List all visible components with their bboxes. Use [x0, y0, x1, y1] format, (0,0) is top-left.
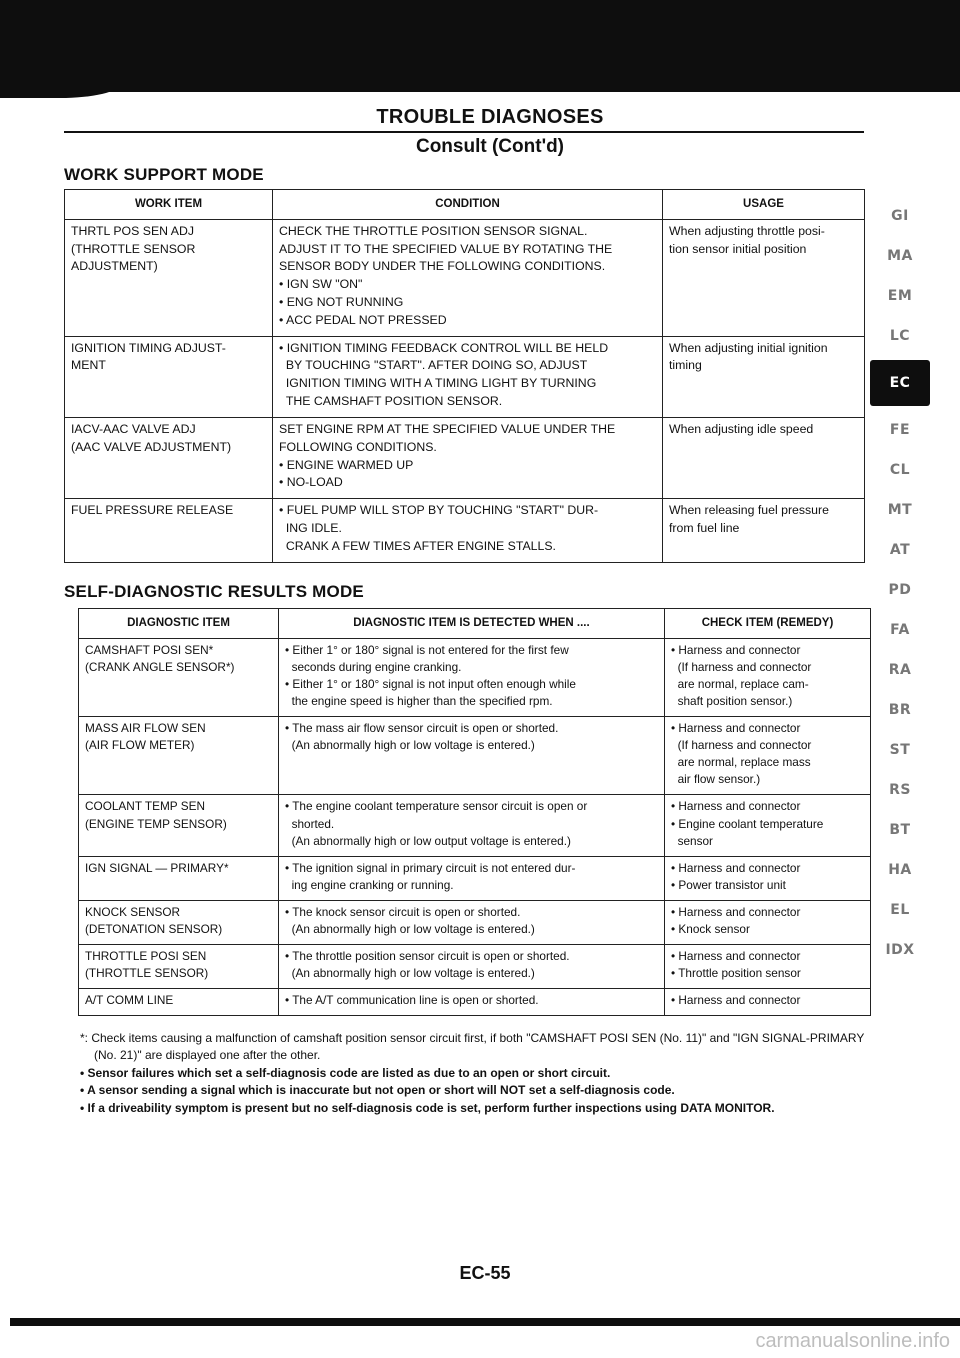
check-item-cell-line: • Harness and connector [671, 993, 801, 1008]
condition-cell-line: ING IDLE. [279, 521, 342, 536]
detected-when-cell [279, 795, 665, 856]
detected-when-cell-line: • The mass air flow sensor circuit is open or shorted. [285, 721, 559, 736]
condition-cell-line: SENSOR BODY UNDER THE FOLLOWING CONDITIONS. [279, 259, 606, 274]
detected-when-cell-line: (An abnormally high or low voltage is entered.) [285, 966, 535, 981]
detected-when-cell [279, 900, 665, 944]
watermark: carmanualsonline.info [755, 1330, 950, 1352]
check-item-cell-line: (If harness and connector [671, 738, 812, 753]
work-item-cell-line: IGNITION TIMING ADJUST- [71, 340, 226, 355]
diagnostic-item-cell-line: KNOCK SENSOR [85, 904, 181, 919]
condition-cell-line: • IGN SW "ON" [279, 277, 363, 292]
table-row [79, 989, 871, 1016]
section-tab-ra: RA [888, 662, 912, 678]
check-item-cell-line: • Harness and connector [671, 799, 801, 814]
column-header-usage: USAGE [663, 190, 865, 220]
condition-cell-line: BY TOUCHING "START". AFTER DOING SO, ADJUST [279, 358, 588, 373]
column-header-work-item: WORK ITEM [65, 190, 273, 220]
check-item-cell [665, 795, 871, 856]
detected-when-cell-line: the engine speed is higher than the specified rpm. [285, 693, 553, 708]
condition-cell-line: FOLLOWING CONDITIONS. [279, 439, 437, 454]
check-item-cell [665, 856, 871, 900]
footnote-asterisk: *: Check items causing a malfunction of camshaft position sensor circuit first, if both "CAMSHAFT POSI SEN (No. 11)" and "IGN SIGNAL-PRIMARY (No. 21)" are displayed one after the other. [80, 1031, 865, 1063]
section-tab-cl: CL [889, 462, 911, 478]
check-item-cell-line: • Power transistor unit [671, 877, 786, 892]
column-header-diagnostic-item: DIAGNOSTIC ITEM [79, 609, 279, 639]
bottom-black-rule [10, 1318, 960, 1326]
check-item-cell-line: are normal, replace cam- [671, 676, 809, 691]
detected-when-cell-line: (An abnormally high or low voltage is entered.) [285, 738, 535, 753]
table-row [65, 336, 865, 417]
condition-cell-line: • NO-LOAD [279, 475, 343, 490]
diagnostic-item-cell-line: THROTTLE POSI SEN [85, 949, 207, 964]
diagnostic-item-cell [79, 638, 279, 716]
condition-cell-line: • IGNITION TIMING FEEDBACK CONTROL WILL BE HELD [279, 340, 609, 355]
check-item-cell-line: are normal, replace mass [671, 755, 811, 770]
section-index-tabs [870, 196, 930, 970]
title-rule [64, 131, 864, 133]
section-tab-fe: FE [889, 422, 911, 438]
condition-cell-line: • FUEL PUMP WILL STOP BY TOUCHING "START" DUR- [279, 503, 599, 518]
check-item-cell-line: • Harness and connector [671, 949, 801, 964]
check-item-cell-line: • Knock sensor [671, 921, 750, 936]
diagnostic-item-cell [79, 900, 279, 944]
work-item-cell-line: (THROTTLE SENSOR [71, 241, 196, 256]
check-item-cell [665, 717, 871, 795]
work-support-table [64, 189, 865, 563]
section-tab-ha: HA [888, 862, 912, 878]
table-row [79, 717, 871, 795]
usage-cell [663, 336, 865, 417]
section-tab-rs: RS [889, 782, 911, 798]
detected-when-cell-line: • The ignition signal in primary circuit is not entered dur- [285, 860, 576, 875]
detected-when-cell-line: shorted. [285, 816, 335, 831]
page-title: TROUBLE DIAGNOSES [376, 106, 604, 128]
detected-when-cell [279, 717, 665, 795]
diagnostic-item-cell-line: (DETONATION SENSOR) [85, 921, 223, 936]
work-item-cell-line: MENT [71, 358, 106, 373]
self-diagnostic-heading: SELF-DIAGNOSTIC RESULTS MODE [64, 582, 364, 601]
page-subtitle: Consult (Cont'd) [415, 136, 565, 157]
check-item-cell-line: • Harness and connector [671, 860, 801, 875]
diagnostic-item-cell [79, 795, 279, 856]
table-row [65, 219, 865, 336]
detected-when-cell [279, 856, 665, 900]
work-item-cell-line: ADJUSTMENT) [71, 259, 158, 274]
condition-cell-line: SET ENGINE RPM AT THE SPECIFIED VALUE UNDER THE [279, 421, 616, 436]
work-item-cell [65, 219, 273, 336]
usage-cell-line: tion sensor initial position [669, 241, 807, 256]
footnote-bullet: • If a driveability symptom is present but no self-diagnosis code is set, perform further inspections using DATA MONITOR. [80, 1100, 775, 1115]
section-tab-idx: IDX [885, 942, 915, 958]
section-tab-br: BR [888, 702, 912, 718]
check-item-cell-line: (If harness and connector [671, 659, 812, 674]
check-item-cell-line: sensor [671, 833, 713, 848]
check-item-cell-line: • Harness and connector [671, 904, 801, 919]
condition-cell-line: THE CAMSHAFT POSITION SENSOR. [279, 394, 503, 409]
section-tab-bt: BT [889, 822, 911, 838]
detected-when-cell-line: • The engine coolant temperature sensor circuit is open or [285, 799, 588, 814]
condition-cell [273, 417, 663, 498]
check-item-cell-line: shaft position sensor.) [671, 693, 793, 708]
detected-when-cell-line: seconds during engine cranking. [285, 659, 462, 674]
work-item-cell [65, 499, 273, 562]
diagnostic-item-cell-line: CAMSHAFT POSI SEN* [85, 642, 214, 657]
diagnostic-item-cell [79, 989, 279, 1016]
condition-cell-line: • ACC PEDAL NOT PRESSED [279, 312, 447, 327]
condition-cell [273, 219, 663, 336]
detected-when-cell [279, 945, 665, 989]
work-item-cell-line: IACV-AAC VALVE ADJ [71, 421, 196, 436]
table-row [79, 945, 871, 989]
table-row [65, 417, 865, 498]
diagnostic-item-cell [79, 945, 279, 989]
usage-cell-line: timing [669, 358, 702, 373]
condition-cell-line: CHECK THE THROTTLE POSITION SENSOR SIGNAL. [279, 223, 588, 238]
diagnostic-item-cell-line: (AIR FLOW METER) [85, 738, 195, 753]
check-item-cell-line: • Engine coolant temperature [671, 816, 824, 831]
check-item-cell-line: • Throttle position sensor [671, 966, 801, 981]
check-item-cell [665, 638, 871, 716]
section-tab-ec: EC [870, 360, 930, 406]
detected-when-cell [279, 989, 665, 1016]
footnote-bullet: • A sensor sending a signal which is inaccurate but not open or short will NOT set a self-diagnosis code. [80, 1083, 675, 1098]
diagnostic-item-cell-line: A/T COMM LINE [85, 993, 174, 1008]
work-item-cell-line: FUEL PRESSURE RELEASE [71, 503, 234, 518]
work-item-cell-line: (AAC VALVE ADJUSTMENT) [71, 439, 232, 454]
check-item-cell-line: • Harness and connector [671, 721, 801, 736]
detected-when-cell-line: ing engine cranking or running. [285, 877, 454, 892]
work-item-cell [65, 417, 273, 498]
work-item-cell [65, 336, 273, 417]
diagnostic-item-cell-line: (THROTTLE SENSOR) [85, 966, 209, 981]
usage-cell [663, 499, 865, 562]
top-band-tail [0, 84, 120, 98]
detected-when-cell-line: • The A/T communication line is open or shorted. [285, 993, 539, 1008]
check-item-cell [665, 989, 871, 1016]
check-item-cell-line: • Harness and connector [671, 642, 801, 657]
usage-cell-line: When adjusting initial ignition [669, 340, 828, 355]
condition-cell-line: ADJUST IT TO THE SPECIFIED VALUE BY ROTATING THE [279, 241, 613, 256]
detected-when-cell-line: • The knock sensor circuit is open or shorted. [285, 904, 521, 919]
work-item-cell-line: THRTL POS SEN ADJ [71, 223, 194, 238]
column-header-detected-when: DIAGNOSTIC ITEM IS DETECTED WHEN .... [279, 609, 665, 639]
section-tab-st: ST [889, 742, 911, 758]
diagnostic-item-cell-line: MASS AIR FLOW SEN [85, 721, 206, 736]
table-row [79, 795, 871, 856]
detected-when-cell-line: (An abnormally high or low voltage is entered.) [285, 921, 535, 936]
condition-cell-line: CRANK A FEW TIMES AFTER ENGINE STALLS. [279, 538, 556, 553]
top-black-band [0, 0, 960, 92]
page-number: EC-55 [459, 1263, 511, 1283]
usage-cell [663, 417, 865, 498]
diagnostic-item-cell-line: IGN SIGNAL — PRIMARY* [85, 860, 229, 875]
table-row [79, 638, 871, 716]
section-tab-el: EL [890, 902, 910, 918]
diagnostic-item-cell [79, 856, 279, 900]
detected-when-cell-line: • Either 1° or 180° signal is not input often enough while [285, 676, 576, 691]
condition-cell [273, 499, 663, 562]
check-item-cell-line: air flow sensor.) [671, 772, 761, 787]
condition-cell-line: IGNITION TIMING WITH A TIMING LIGHT BY TURNING [279, 376, 597, 391]
usage-cell-line: When adjusting idle speed [669, 421, 814, 436]
table-row [79, 900, 871, 944]
section-tab-lc: LC [889, 328, 911, 344]
table-row [79, 856, 871, 900]
diagnostic-item-cell-line: COOLANT TEMP SEN [85, 799, 205, 814]
usage-cell [663, 219, 865, 336]
check-item-cell [665, 945, 871, 989]
column-header-check-item: CHECK ITEM (REMEDY) [665, 609, 871, 639]
condition-cell-line: • ENG NOT RUNNING [279, 294, 404, 309]
section-tab-gi: GI [891, 208, 909, 224]
column-header-condition: CONDITION [273, 190, 663, 220]
usage-cell-line: When releasing fuel pressure [669, 503, 829, 518]
condition-cell-line: • ENGINE WARMED UP [279, 457, 414, 472]
section-tab-at: AT [889, 542, 911, 558]
table-row [65, 499, 865, 562]
footnotes [80, 1030, 880, 1117]
usage-cell-line: When adjusting throttle posi- [669, 223, 825, 238]
diagnostic-item-cell-line: (ENGINE TEMP SENSOR) [85, 816, 227, 831]
footnote-bullet: • Sensor failures which set a self-diagnosis code are listed as due to an open or short circuit. [80, 1065, 611, 1080]
detected-when-cell-line: • The throttle position sensor circuit is open or shorted. [285, 949, 570, 964]
detected-when-cell [279, 638, 665, 716]
self-diagnostic-table [78, 608, 871, 1016]
check-item-cell [665, 900, 871, 944]
section-tab-pd: PD [888, 582, 912, 598]
condition-cell [273, 336, 663, 417]
section-tab-fa: FA [890, 622, 910, 638]
diagnostic-item-cell [79, 717, 279, 795]
detected-when-cell-line: (An abnormally high or low output voltage is entered.) [285, 833, 571, 848]
detected-when-cell-line: • Either 1° or 180° signal is not entered for the first few [285, 642, 569, 657]
usage-cell-line: from fuel line [669, 521, 740, 536]
diagnostic-item-cell-line: (CRANK ANGLE SENSOR*) [85, 659, 235, 674]
section-tab-em: EM [887, 288, 913, 304]
section-tab-ma: MA [887, 248, 913, 264]
work-support-heading: WORK SUPPORT MODE [64, 165, 264, 184]
section-tab-mt: MT [887, 502, 913, 518]
